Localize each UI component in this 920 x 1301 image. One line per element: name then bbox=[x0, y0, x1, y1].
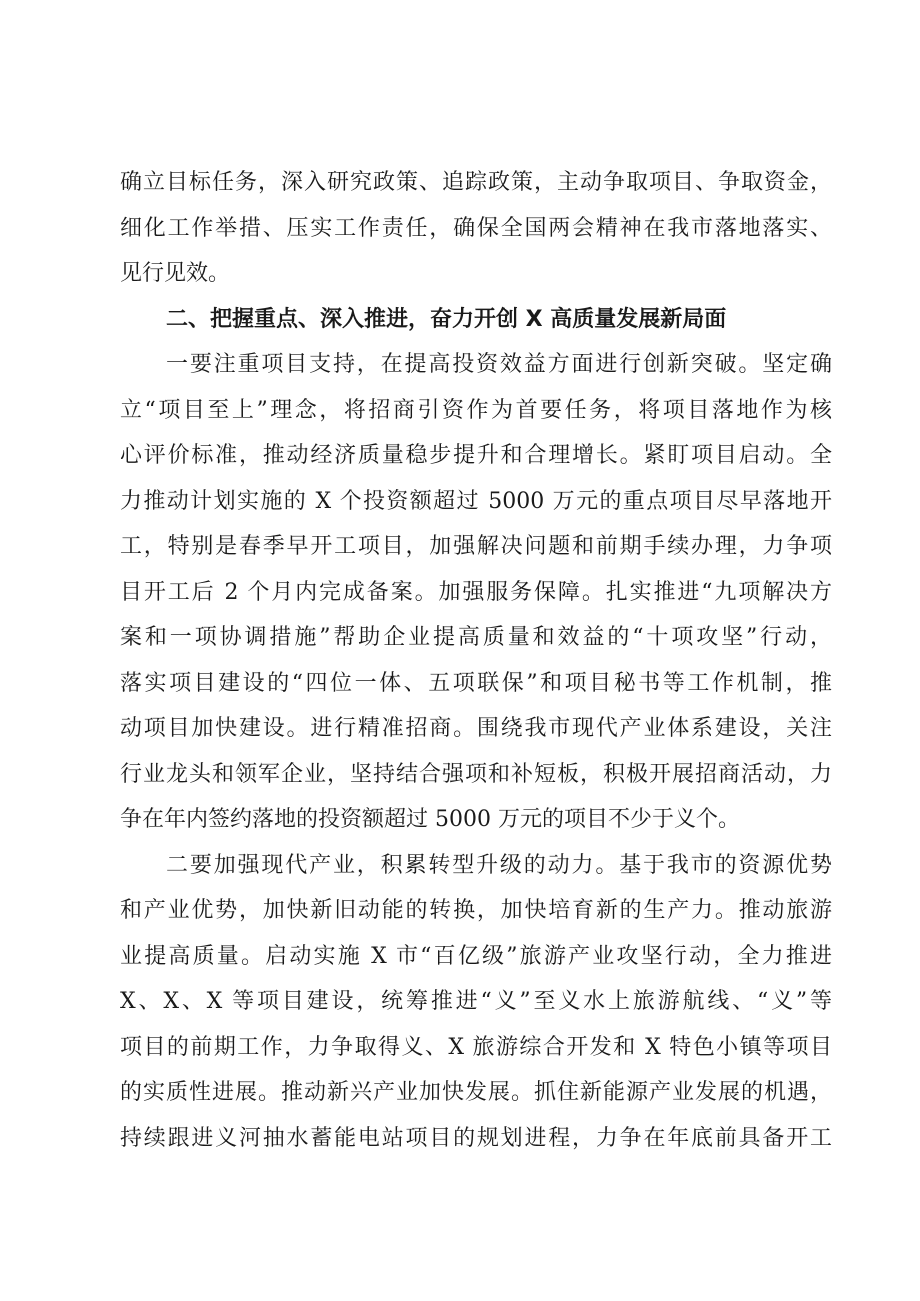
paragraph-line: 业提高质量。启动实施 X 市“百亿级”旅游产业攻坚行动，全力推进 bbox=[120, 944, 832, 969]
paragraph-line: 落实项目建设的“四位一体、五项联保”和项目秘书等工作机制，推 bbox=[120, 671, 832, 696]
paragraph-line: 细化工作举措、压实工作责任，确保全国两会精神在我市落地落实、 bbox=[120, 216, 832, 241]
paragraph-line: 动项目加快建设。进行精准招商。围绕我市现代产业体系建设，关注 bbox=[120, 716, 832, 741]
paragraph-line: 目开工后 2 个月内完成备案。加强服务保障。扎实推进“九项解决方 bbox=[120, 580, 832, 605]
section-heading: 二、把握重点、深入推进，奋力开创 X 高质量发展新局面 bbox=[166, 307, 727, 332]
paragraph-line: 案和一项协调措施”帮助企业提高质量和效益的“十项攻坚”行动， bbox=[120, 625, 832, 650]
paragraph-line: 项目的前期工作，力争取得义、X 旅游综合开发和 X 特色小镇等项目 bbox=[120, 1035, 832, 1060]
paragraph-line: 持续跟进义河抽水蓄能电站项目的规划进程，力争在年底前具备开工 bbox=[120, 1126, 832, 1151]
paragraph-line: 心评价标准，推动经济质量稳步提升和合理增长。紧盯项目启动。全 bbox=[120, 443, 832, 468]
paragraph-line: 和产业优势，加快新旧动能的转换，加快培育新的生产力。推动旅游 bbox=[120, 898, 832, 923]
paragraph-line: 力推动计划实施的 X 个投资额超过 5000 万元的重点项目尽早落地开 bbox=[120, 489, 832, 514]
paragraph-line: 确立目标任务，深入研究政策、追踪政策，主动争取项目、争取资金， bbox=[120, 170, 832, 195]
paragraph-line: 立“项目至上”理念，将招商引资作为首要任务，将项目落地作为核 bbox=[120, 398, 832, 423]
paragraph-line: 二要加强现代产业，积累转型升级的动力。基于我市的资源优势 bbox=[166, 853, 832, 878]
paragraph-line: X、X、X 等项目建设，统筹推进“义”至义水上旅游航线、“义”等 bbox=[120, 989, 832, 1014]
paragraph-line: 行业龙头和领军企业，坚持结合强项和补短板，积极开展招商活动，力 bbox=[120, 762, 832, 787]
paragraph-line: 的实质性进展。推动新兴产业加快发展。抓住新能源产业发展的机遇， bbox=[120, 1080, 832, 1105]
paragraph-line: 一要注重项目支持，在提高投资效益方面进行创新突破。坚定确 bbox=[166, 352, 832, 377]
paragraph-line: 争在年内签约落地的投资额超过 5000 万元的项目不少于义个。 bbox=[120, 807, 740, 832]
paragraph-line: 见行见效。 bbox=[120, 261, 231, 286]
paragraph-line: 工，特别是春季早开工项目，加强解决问题和前期手续办理，力争项 bbox=[120, 534, 832, 559]
